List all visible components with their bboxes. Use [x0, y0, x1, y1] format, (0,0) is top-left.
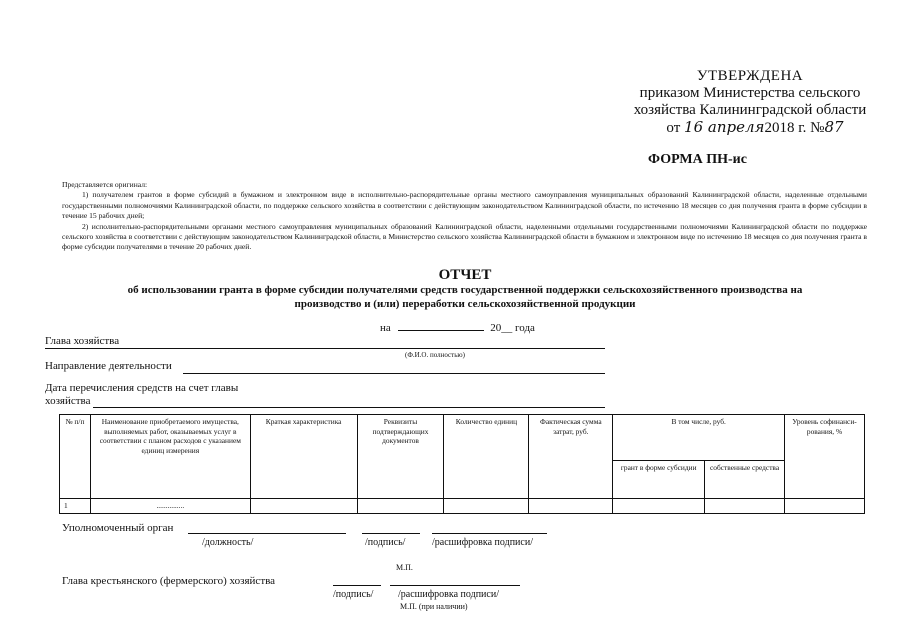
authority-label: Уполномоченный орган	[62, 522, 174, 534]
approval-line2: хозяйства Калининградской области	[633, 102, 867, 118]
number-handwritten: 87	[824, 118, 844, 136]
row-desc[interactable]	[250, 499, 357, 514]
transfer-label-line2: хозяйства	[45, 395, 91, 407]
note-item-2: 2) исполнительно-распорядительными органами местного самоуправления муниципальных образований Калининградской области, наделенными отдельными государственными полномочиями Калининградской области по поддержке сельского хозяйства в соответствии с действующим законодательством Калининградской области, в Министерство сельского хозяйства Калининградской области в бумажном и электронном виде по истечению 18 месяцев со дня получения гранта в форме субсидии получателями в течение 20 рабочих дней.	[62, 221, 867, 252]
row-cofin[interactable]	[785, 499, 865, 514]
submission-note	[62, 180, 867, 253]
farm-decode-line[interactable]	[390, 585, 520, 586]
th-desc: Краткая характеристика	[250, 415, 357, 499]
farm-head-label: Глава крестьянского (фермерского) хозяйства	[62, 575, 276, 587]
period-blank[interactable]	[398, 320, 484, 331]
caption-decode-2: /расшифровка подписи/	[398, 589, 499, 600]
authority-decode-line[interactable]	[432, 533, 547, 534]
direction-label: Направление деятельности	[45, 360, 172, 372]
caption-signature: /подпись/	[365, 537, 406, 548]
head-label: Глава хозяйства	[45, 335, 120, 347]
report-table	[59, 414, 865, 514]
direction-line[interactable]	[183, 373, 605, 374]
row-grant[interactable]	[613, 499, 705, 514]
th-incl: В том числе, руб.	[613, 415, 785, 461]
row-qty[interactable]	[444, 499, 529, 514]
th-num: № п/п	[60, 415, 91, 499]
report-subtitle-line2: производство и (или) переработки сельскохозяйственной продукции	[294, 298, 636, 310]
head-caption: (Ф.И.О. полностью)	[405, 351, 465, 359]
caption-signature-2: /подпись/	[333, 589, 374, 600]
report-subtitle	[60, 283, 870, 311]
caption-position: /должность/	[202, 537, 254, 548]
head-line[interactable]	[45, 348, 605, 349]
transfer-line[interactable]	[93, 407, 605, 408]
report-period	[380, 320, 535, 334]
th-cost: Фактическая сумма затрат, руб.	[529, 415, 613, 499]
row-own[interactable]	[705, 499, 785, 514]
row-cost[interactable]	[529, 499, 613, 514]
row-name[interactable]: ...............	[90, 499, 250, 514]
th-qty: Количество единиц	[444, 415, 529, 499]
date-handwritten: 16 апреля	[684, 118, 765, 136]
approval-title: УТВЕРЖДЕНА	[696, 68, 804, 84]
stamp-place: М.П.	[396, 563, 413, 572]
note-intro: Представляется оригинал:	[62, 180, 148, 189]
th-docs: Реквизиты подтверждающих документов	[357, 415, 444, 499]
report-title: ОТЧЕТ	[438, 267, 492, 283]
approval-line1: приказом Министерства сельского	[639, 85, 861, 101]
date-prefix: от	[666, 120, 681, 136]
table-row	[60, 499, 865, 514]
date-year: 2018 г. №	[764, 120, 825, 136]
form-code: ФОРМА ПН-ис	[648, 152, 747, 167]
period-year: 20__ года	[490, 322, 535, 334]
authority-position-line[interactable]	[188, 533, 346, 534]
report-subtitle-line1: об использовании гранта в форме субсидии получателями средств государственной поддержки сельскохозяйственного производства на	[127, 284, 803, 296]
row-num: 1	[60, 499, 91, 514]
farm-signature-line[interactable]	[333, 585, 381, 586]
approval-block	[600, 68, 900, 137]
row-docs[interactable]	[357, 499, 444, 514]
th-name: Наименование приобретаемого имущества, выполняемых работ, оказываемых услуг в соответствии с планом расходов с указанием единиц измерения	[90, 415, 250, 499]
stamp-place-optional: М.П. (при наличии)	[400, 602, 468, 611]
th-own: собственные средства	[705, 461, 785, 499]
caption-decode: /расшифровка подписи/	[432, 537, 533, 548]
period-prefix: на	[380, 322, 391, 334]
th-grant: грант в форме субсидии	[613, 461, 705, 499]
th-cofin: Уровень софинанси-рования, %	[785, 415, 865, 499]
transfer-label-line1: Дата перечисления средств на счет главы	[45, 382, 239, 394]
authority-signature-line[interactable]	[362, 533, 420, 534]
approval-date	[600, 119, 900, 137]
note-item-1: 1) получателем грантов в форме субсидий в бумажном и электронном виде в исполнительно-распорядительные органы местного самоуправления муниципальных образований Калининградской области, наделенные отдельными государственными полномочиями Калининградской области, по поддержке сельского хозяйства в соответствии с действующим законодательством Калининградской области, по истечению 18 месяцев со дня получения гранта в форме субсидии в течение 15 рабочих дней;	[62, 190, 867, 221]
